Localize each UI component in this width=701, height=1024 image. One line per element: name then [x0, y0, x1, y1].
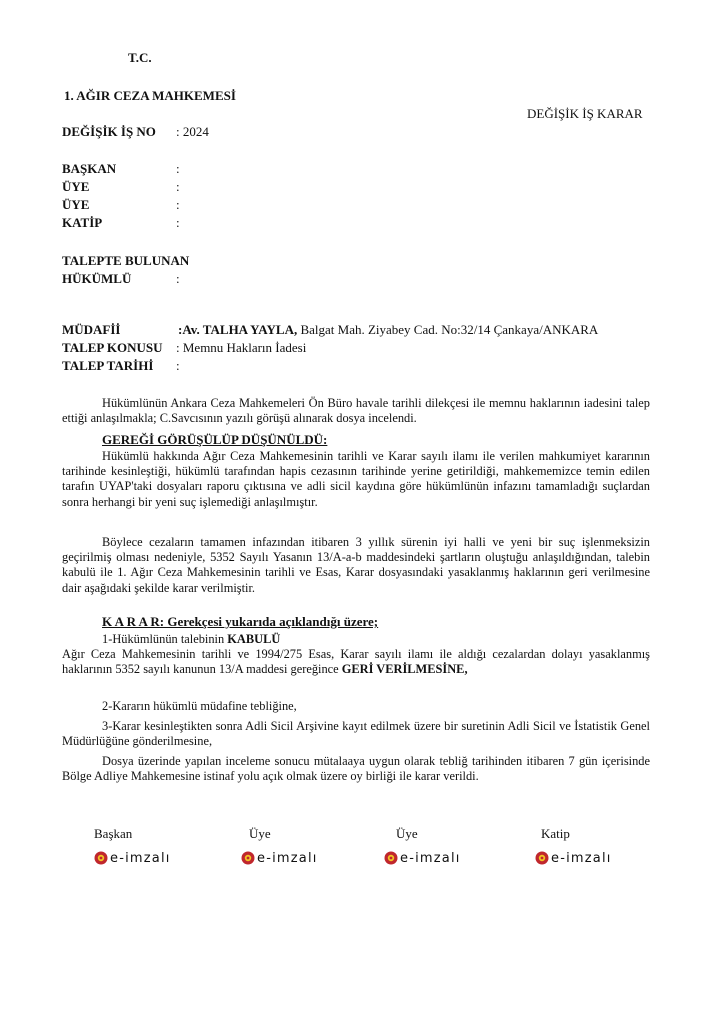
panel-sep: :	[176, 179, 180, 194]
decision-item-3	[62, 719, 650, 749]
paragraph-assessment-text: Böylece cezaların tamamen infazından itibaren 3 yıllık sürenin iyi halli ve yeni bir suç işlenmeksizin geçirilmiş olması nedeniyle, 5352 Sayılı Yasanın 13/A-a-b maddesindeki şartların oluştuğu anlaşıldığından, talebin kabulü ile 1. Ağır Ceza Mahkemesinin tarihli ve Esas, Karar dosyasındaki yasaklanmış haklarının geri verilmesine dair aşağıdaki şekilde karar verilmiştir.	[62, 535, 650, 595]
decision-item-2-text: 2-Kararın hükümlü müdafine tebliğine,	[102, 699, 297, 713]
subject-value: : Memnu Hakların İadesi	[176, 340, 307, 355]
subject-label: TALEP KONUSU	[62, 340, 163, 355]
paragraph-intro-text: Hükümlünün Ankara Ceza Mahkemeleri Ön Büro havale tarihli dilekçesi ile memnu haklarının iadesini talep ettiği anlaşılmakla; C.Savcısının yazılı görüşü alınarak dosya incelendi.	[62, 396, 650, 426]
decision-item-3-text: 3-Karar kesinleştikten sonra Adli Sicil Arşivine kayıt edilmek üzere bir suretinin Adli Sicil ve İstatistik Genel Müdürlüğüne gönderilmesine,	[62, 719, 650, 749]
decision-item-1-prefix: 1-Hükümlünün talebinin	[102, 632, 228, 646]
e-signature-text: e-imzalı	[400, 850, 461, 866]
paragraph-final-text: Dosya üzerinde yapılan inceleme sonucu mütalaaya uygun olarak tebliğ tarihinden itibaren 7 gün içerisinde Bölge Adliye Mahkemesine istinaf yolu açık olmak üzere oy birliği ile karar verildi.	[62, 754, 650, 784]
signature-role-baskan: Başkan	[94, 826, 133, 841]
karar-heading	[102, 614, 378, 630]
date-value: :	[176, 358, 180, 373]
e-signature-text: e-imzalı	[257, 850, 318, 866]
file-no-label: DEĞİŞİK İŞ NO	[62, 124, 156, 139]
signature-role-katip: Katip	[541, 826, 570, 841]
lawyer-address: Balgat Mah. Ziyabey Cad. No:32/14 Çankaya/ANKARA	[297, 322, 599, 337]
panel-label-katip: KATİP	[62, 215, 103, 230]
karar-heading-text: K A R A R: Gerekçesi yukarıda açıklandığı üzere;	[102, 614, 379, 629]
decision-item-1	[62, 632, 650, 678]
panel-label-uye-2: ÜYE	[62, 197, 90, 212]
file-no-value: : 2024	[176, 124, 209, 139]
signature-role-uye-1: Üye	[249, 826, 271, 841]
e-signature-stamp	[94, 849, 171, 867]
paragraph-assessment	[62, 535, 650, 596]
paragraph-facts-text: Hükümlü hakkında Ağır Ceza Mahkemesinin tarihli ve Karar sayılı ilamı ile verilen mahkumiyet kararının tarihinde kesinleştiği, hükümlü tarafından hapis cezasının tarihinde yerine getirildiği, mahkememizce temin edilen tarafın UYAP'taki dosyaları raporu çıktısına ve adli sicil kaydına göre hükümlünün infazını tamamladığı suçlardan sonra herhangi bir yeni suç işlemediği anlaşılmıştır.	[62, 449, 650, 509]
date-label: TALEP TARİHİ	[62, 358, 154, 373]
e-signature-stamp	[241, 849, 318, 867]
e-signature-seal-icon	[94, 851, 108, 865]
signature-role-uye-2: Üye	[396, 826, 418, 841]
header-tc: T.C.	[128, 50, 152, 65]
document-type: DEĞİŞİK İŞ KARAR	[527, 106, 643, 121]
panel-sep: :	[176, 215, 180, 230]
paragraph-intro	[62, 396, 650, 426]
heading-considered: GEREĞİ GÖRÜŞÜLÜP DÜŞÜNÜLDÜ:	[102, 432, 328, 447]
e-signature-text: e-imzalı	[110, 850, 171, 866]
e-signature-seal-icon	[384, 851, 398, 865]
panel-label-baskan: BAŞKAN	[62, 161, 117, 176]
panel-sep: :	[176, 197, 180, 212]
paragraph-final	[62, 754, 650, 784]
decision-item-1-bold-end: GERİ VERİLMESİNE,	[341, 662, 468, 677]
e-signature-seal-icon	[535, 851, 549, 865]
lawyer-name: :Av. TALHA YAYLA,	[178, 322, 298, 337]
panel-sep: :	[176, 161, 180, 176]
requester-sep: :	[176, 271, 180, 286]
e-signature-stamp	[384, 849, 461, 867]
decision-item-1-rest: Ağır Ceza Mahkemesinin tarihli ve 1994/275 Esas, Karar sayılı ilamı ile aldığı cezalardan dolayı yasaklanmış haklarının 5352 sayılı kanunun 13/A maddesi gereğince	[62, 647, 650, 677]
lawyer-label: MÜDAFİİ	[62, 322, 121, 337]
court-name: 1. AĞIR CEZA MAHKEMESİ	[64, 88, 236, 103]
requester-label-1: TALEPTE BULUNAN	[62, 253, 190, 268]
e-signature-stamp	[535, 849, 612, 867]
paragraph-facts	[62, 449, 650, 510]
decision-item-2	[62, 699, 650, 714]
e-signature-text: e-imzalı	[551, 850, 612, 866]
e-signature-seal-icon	[241, 851, 255, 865]
lawyer-line	[178, 322, 598, 338]
panel-label-uye-1: ÜYE	[62, 179, 90, 194]
decision-item-1-bold: KABULÜ	[227, 632, 281, 646]
requester-label-2: HÜKÜMLÜ	[62, 271, 132, 286]
